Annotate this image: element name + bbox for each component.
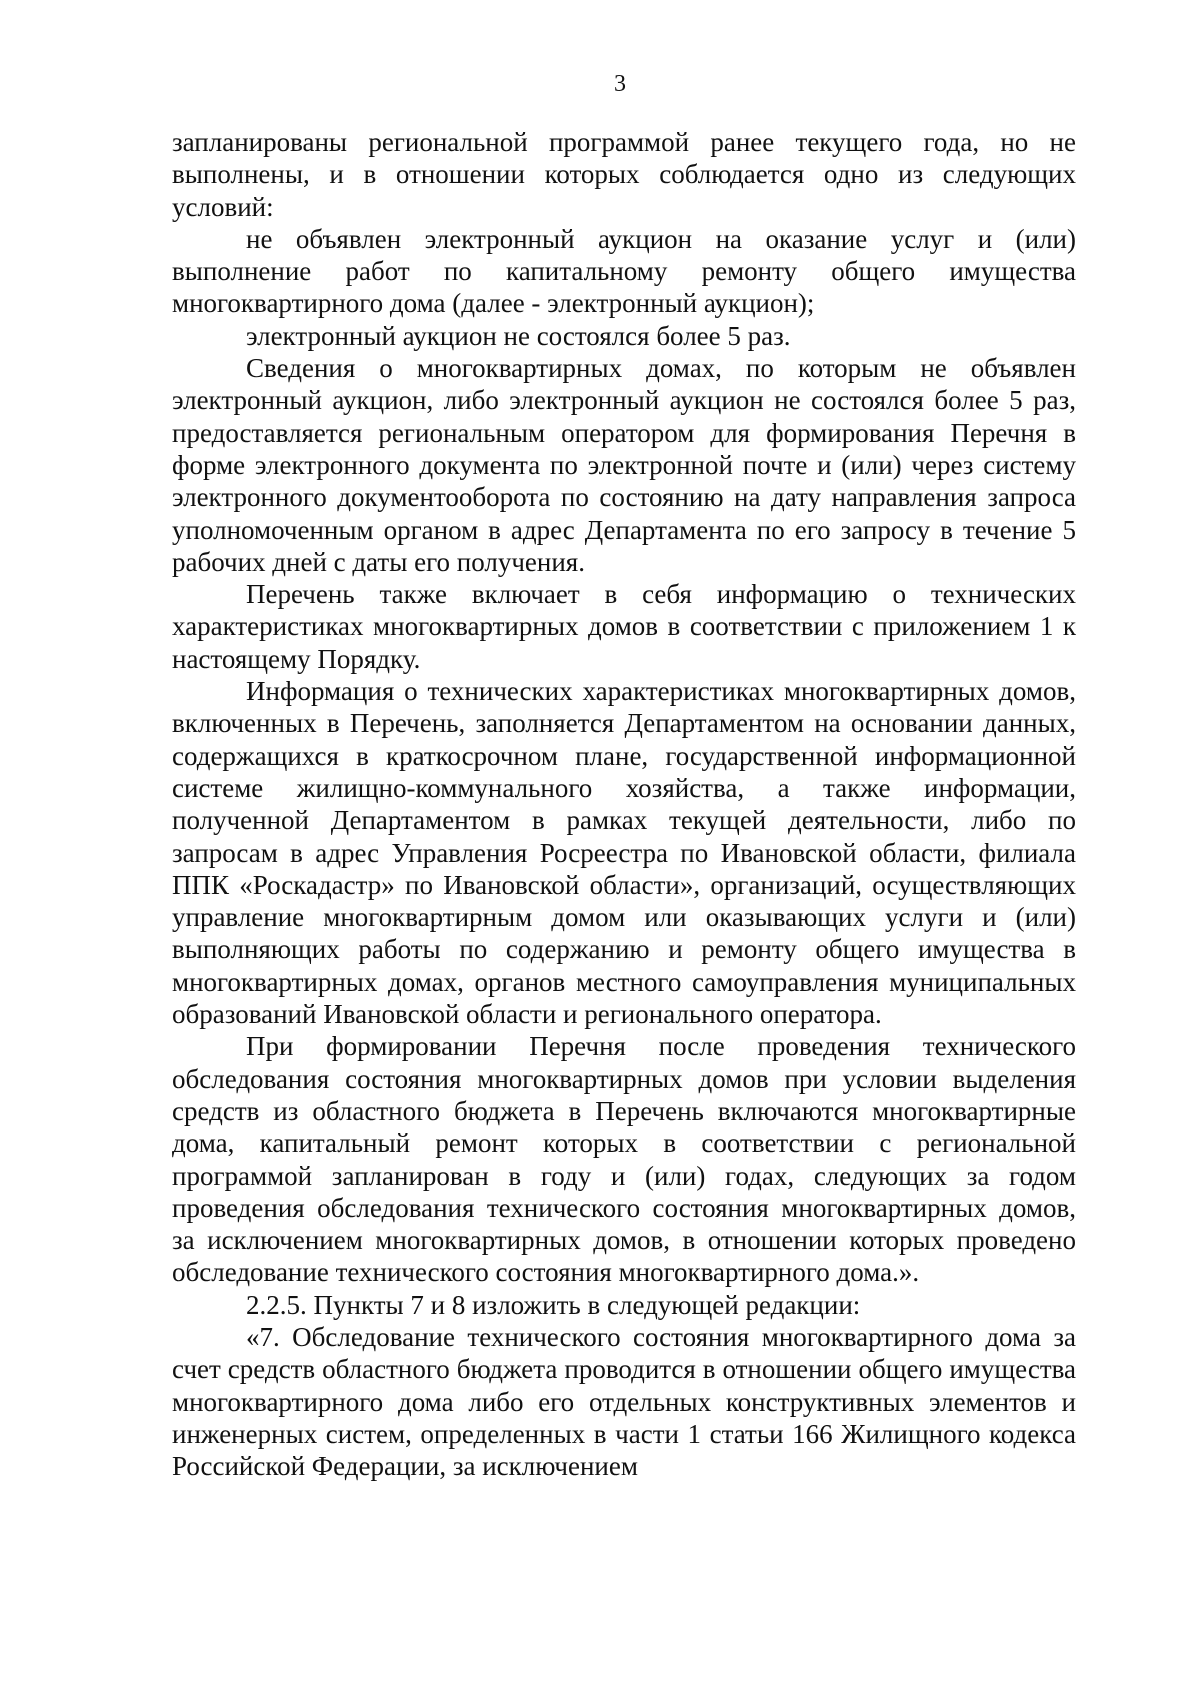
page-number: 3 <box>614 71 626 97</box>
paragraph-conditions-intro: запланированы региональной программой ранее текущего года, но не выполнены, и в отношении которых соблюдается одно из следующих условий: <box>172 127 1076 222</box>
paragraph-amendment-heading: 2.2.5. Пункты 7 и 8 изложить в следующей редакции: <box>246 1289 861 1320</box>
paragraph-auction-not-announced: не объявлен электронный аукцион на оказание услуг и (или) выполнение работ по капитальному ремонту общего имущества многоквартирного дома (далее - электронный аукцион); <box>172 223 1076 319</box>
paragraph-auction-failed: электронный аукцион не состоялся более 5 раз. <box>246 320 791 351</box>
paragraph-list-formation: При формировании Перечня после проведения технического обследования состояния многоквартирных домов при условии выделения средств из областного бюджета в Перечень включаются многоквартирные дома, капитальный ремонт которых в соответствии с региональной программой запланирован в году и (или) годах, следующих за годом проведения обследования технического состояния многоквартирных домов, за исключением многоквартирных домов, в отношении которых проведено обследование технического состояния многоквартирного дома.». <box>172 1031 1076 1288</box>
paragraph-point-seven: «7. Обследование технического состояния многоквартирного дома за счет средств областного бюджета проводится в отношении общего имущества многоквартирного дома либо его отдельных конструктивных элементов и инженерных систем, определенных в части 1 статьи 166 Жилищного кодекса Российской Федерации, за исключением <box>172 1321 1076 1482</box>
paragraph-list-contents: Перечень также включает в себя информацию о технических характеристиках многоквартирных домов в соответствии с приложением 1 к настоящему Порядку. <box>172 579 1076 674</box>
document-body <box>172 126 1076 1482</box>
paragraph-information-provision: Сведения о многоквартирных домах, по которым не объявлен электронный аукцион, либо электронный аукцион не состоялся более 5 раз, предоставляется региональным оператором для формирования Перечня в форме электронного документа по электронной почте и (или) через систему электронного документооборота по состоянию на дату направления запроса уполномоченным органом в адрес Департамента по его запросу в течение 5 рабочих дней с даты его получения. <box>172 353 1076 577</box>
paragraph-technical-information: Информация о технических характеристиках многоквартирных домов, включенных в Перечень, заполняется Департаментом на основании данных, содержащихся в краткосрочном плане, государственной информационной системе жилищно-коммунального хозяйства, а также информации, полученной Департаментом в рамках текущей деятельности, либо по запросам в адрес Управления Росреестра по Ивановской области, филиала ППК «Роскадастр» по Ивановской области», организаций, осуществляющих управление многоквартирным домом или оказывающих услуги и (или) выполняющих работы по содержанию и ремонту общего имущества в многоквартирных домах, органов местного самоуправления муниципальных образований Ивановской области и регионального оператора. <box>172 676 1076 1030</box>
